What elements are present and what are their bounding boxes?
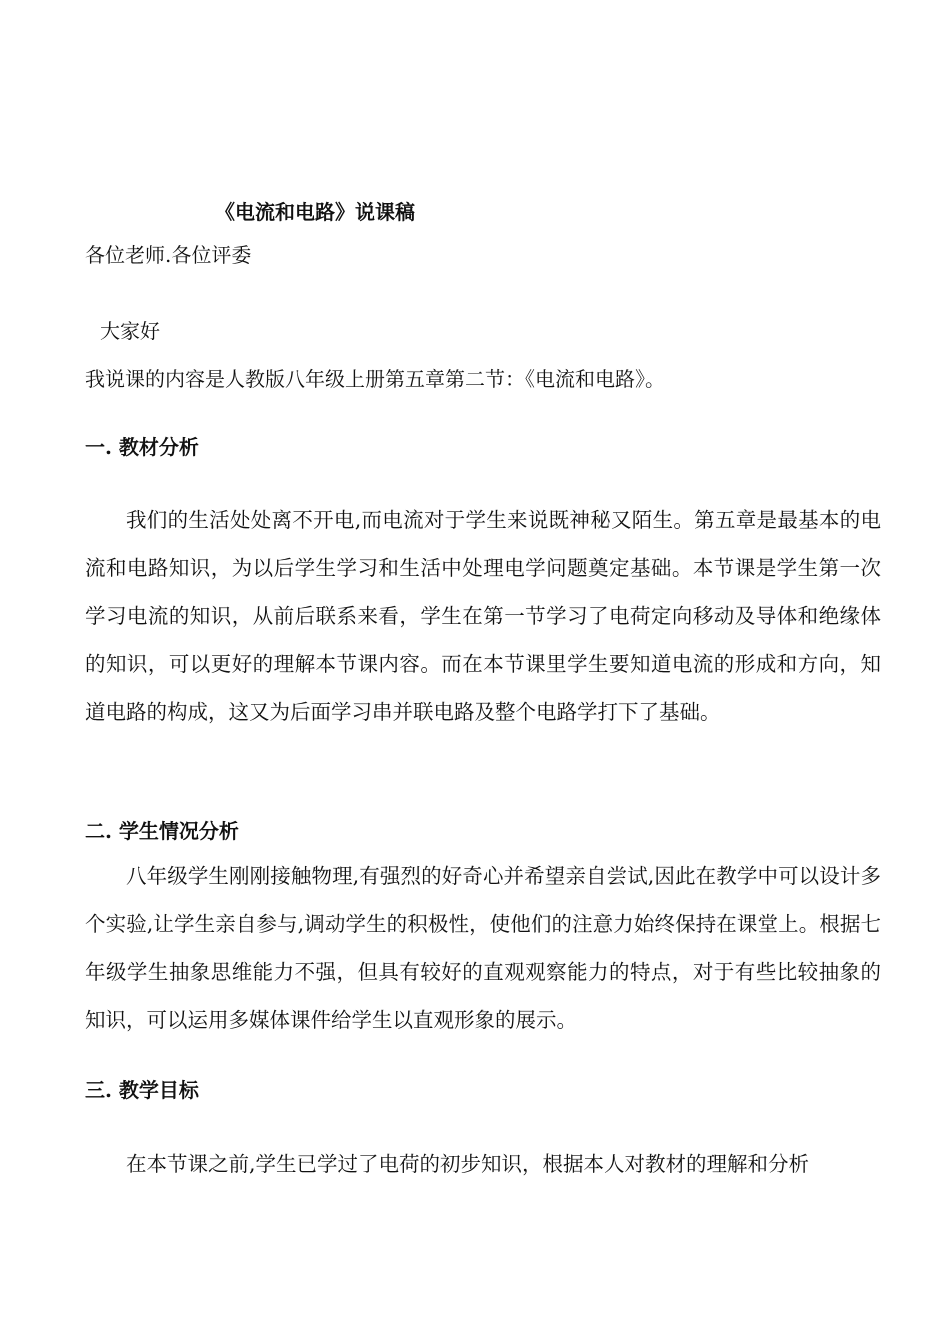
greeting-line: 大家好 — [100, 319, 160, 343]
section-heading: 二. 学生情况分析 — [85, 819, 239, 843]
section-paragraph: 在本节课之前,学生已学过了电荷的初步知识，根据本人对教材的理解和分析 — [126, 1152, 810, 1176]
greeting-line: 各位老师.各位评委 — [85, 243, 252, 267]
section-heading: 一. 教材分析 — [85, 435, 199, 459]
section-paragraph: 我们的生活处处离不开电,而电流对于学生来说既神秘又陌生。第五章是最基本的电流和电路知识，为以后学生学习和生活中处理电学问题奠定基础。本节课是学生第一次学习电流的知识，从前后联系来看，学生在第一节学习了电荷定向移动及导体和绝缘体的知识，可以更好的理解本节课内容。而在本节课里学生要知道电流的形成和方向，知道电路的构成，这又为后面学习串并联电路及整个电路学打下了基础。 — [85, 508, 881, 724]
document-title: 《电流和电路》说课稿 — [215, 200, 415, 224]
intro-text: 我说课的内容是人教版八年级上册第五章第二节：《电流和电路》。 — [85, 367, 665, 391]
section-paragraph: 八年级学生刚刚接触物理,有强烈的好奇心并希望亲自尝试,因此在教学中可以设计多个实验,让学生亲自参与,调动学生的积极性，使他们的注意力始终保持在课堂上。根据七年级学生抽象思维能力不强，但具有较好的直观观察能力的特点，对于有些比较抽象的知识，可以运用多媒体课件给学生以直观形象的展示。 — [85, 864, 881, 1032]
section-heading: 三. 教学目标 — [85, 1078, 199, 1102]
